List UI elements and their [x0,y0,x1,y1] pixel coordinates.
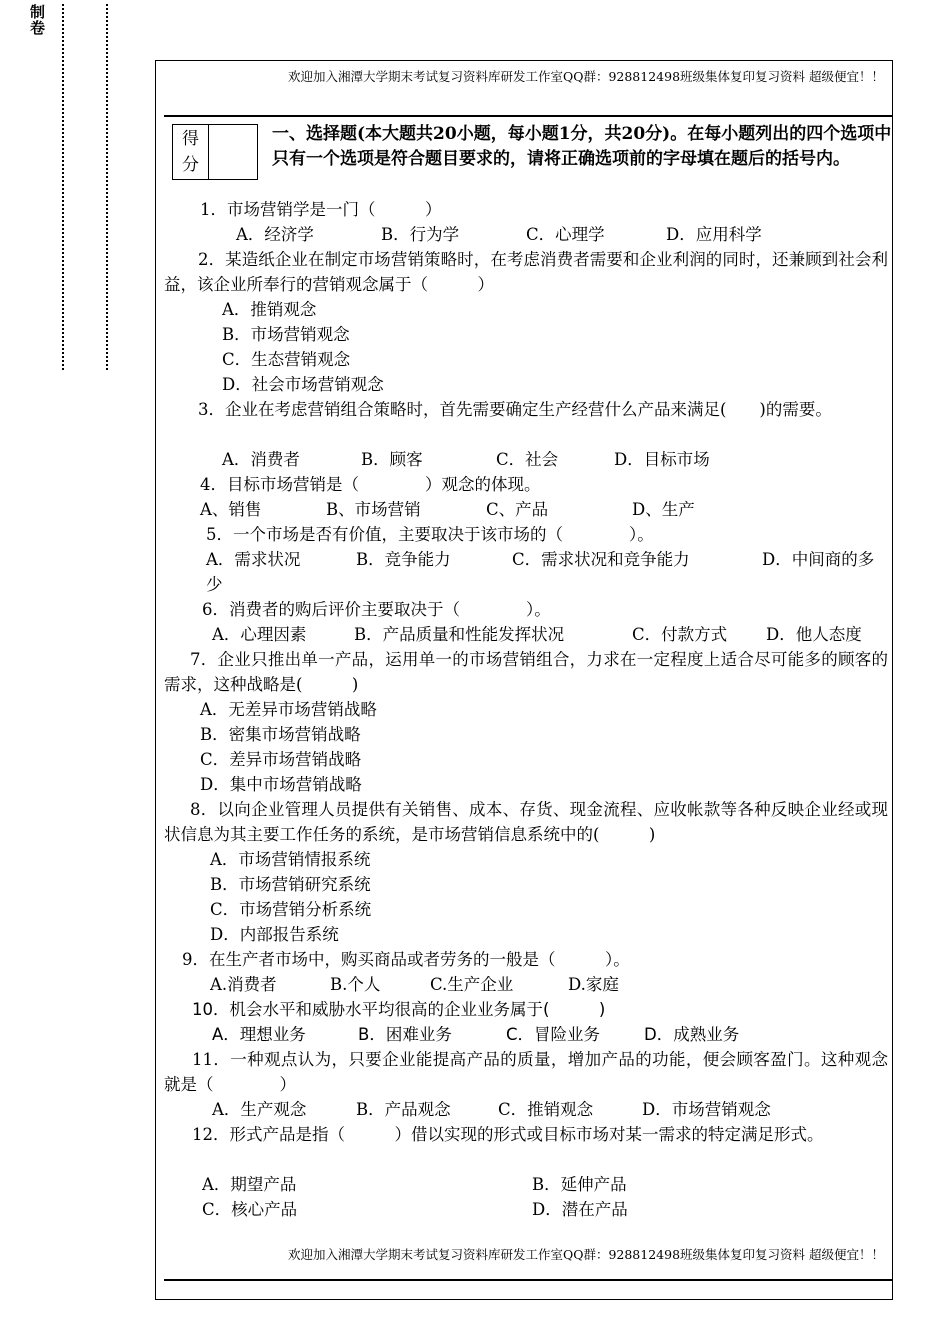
option: D．集中市场营销战略 [200,775,362,794]
option: D．应用科学 [666,225,762,244]
option: B．行为学 [381,225,460,244]
option: C．需求状况和竞争能力 [512,550,690,569]
option: C．差异市场营销战略 [200,750,362,769]
question-stem: 4．目标市场营销是（ ）观念的体现。 [200,475,541,494]
question-stem: 6．消费者的购后评价主要取决于（ ）。 [202,600,551,619]
option: B．产品质量和性能发挥状况 [354,625,565,644]
option: B．产品观念 [356,1100,451,1119]
question-stem: 11．一种观点认为，只要企业能提高产品的质量，增加产品的功能，便会顾客盈门。这种观念就是（ ） [164,1050,888,1094]
option: A．经济学 [236,225,314,244]
exam-page-frame [155,60,893,1300]
header-divider [164,115,892,117]
option: D．成熟业务 [644,1025,740,1044]
option: A．消费者 [222,450,300,469]
footer-divider [164,1279,892,1281]
option: B.个人 [330,975,381,994]
page-header-notice: 欢迎加入湘潭大学期末考试复习资料库研发工作室QQ群：928812498班级集体复印复习资料 超级便宜！！ [287,69,884,84]
question-stem: 9．在生产者市场中，购买商品或者劳务的一般是（ ）。 [182,950,630,969]
page-footer-notice: 欢迎加入湘潭大学期末考试复习资料库研发工作室QQ群：928812498班级集体复印复习资料 超级便宜！！ [287,1247,884,1262]
question-stem: 12．形式产品是指（ ）借以实现的形式或目标市场对某一需求的特定满足形式。 [192,1125,824,1144]
option: D．市场营销观念 [642,1100,771,1119]
option: A．推销观念 [222,300,317,319]
side-label: 制卷 [28,4,46,36]
option: B．顾客 [361,450,423,469]
option: C．社会 [496,450,559,469]
option: D．他人态度 [766,625,862,644]
option-continuation: 少 [206,575,223,594]
score-label-top: 得 [182,129,199,149]
option: B、市场营销 [326,500,421,519]
score-box [172,124,258,180]
question-stem: 7．企业只推出单一产品，运用单一的市场营销组合，力求在一定程度上适合尽可能多的顾客的需求，这种战略是( ) [164,650,888,694]
option: C．市场营销分析系统 [210,900,372,919]
option: B．市场营销研究系统 [210,875,371,894]
binding-line-dotted [62,4,64,370]
option: D．社会市场营销观念 [222,375,384,394]
option: A．需求状况 [206,550,301,569]
option: D．内部报告系统 [210,925,339,944]
section-title: 一、选择题(本大题共20小题，每小题1分，共20分)。在每小题列出的四个选项中只有一个选项是符合题目要求的，请将正确选项前的字母填在题后的括号内。 [272,124,892,169]
option: D．目标市场 [614,450,710,469]
option: C．生态营销观念 [222,350,351,369]
question-stem: 3．企业在考虑营销组合策略时，首先需要确定生产经营什么产品来满足( )的需要。 [198,400,832,419]
option: A．生产观念 [212,1100,307,1119]
question-stem: 2．某造纸企业在制定市场营销策略时，在考虑消费者需要和企业利润的同时，还兼顾到社会利益，该企业所奉行的营销观念属于（ ） [164,250,888,294]
question-stem: 10．机会水平和威胁水平均很高的企业业务属于( ) [192,1000,606,1019]
question-stem: 5．一个市场是否有价值，主要取决于该市场的（ ）。 [206,525,654,544]
option: A．理想业务 [212,1025,306,1044]
binding-line-dotted [106,4,108,370]
option: D．潜在产品 [532,1200,628,1219]
question-stem: 8．以向企业管理人员提供有关销售、成本、存货、现金流程、应收帐款等各种反映企业经或现状信息为其主要工作任务的系统，是市场营销信息系统中的( ) [164,800,888,844]
option: B．密集市场营销战略 [200,725,361,744]
option: C．冒险业务 [506,1025,601,1044]
option: B．延伸产品 [532,1175,627,1194]
option: D、生产 [632,500,695,519]
option: A．无差异市场营销战略 [200,700,377,719]
option: C．付款方式 [632,625,728,644]
option: B．困难业务 [358,1025,452,1044]
option: B．竞争能力 [356,550,451,569]
option: C．推销观念 [498,1100,594,1119]
option: D.家庭 [568,975,619,994]
option: C、产品 [486,500,549,519]
option: D．中间商的多 [762,550,875,569]
option: A.消费者 [210,975,277,994]
option: A．市场营销情报系统 [210,850,371,869]
score-label [173,125,209,179]
option: C．心理学 [526,225,605,244]
option: A．期望产品 [202,1175,297,1194]
option: A、销售 [200,500,262,519]
option: C．核心产品 [202,1200,298,1219]
option: B．市场营销观念 [222,325,350,344]
option: C.生产企业 [430,975,514,994]
question-stem: 1．市场营销学是一门（ ） [200,200,442,219]
option: A．心理因素 [212,625,307,644]
score-label-bottom: 分 [182,155,199,175]
